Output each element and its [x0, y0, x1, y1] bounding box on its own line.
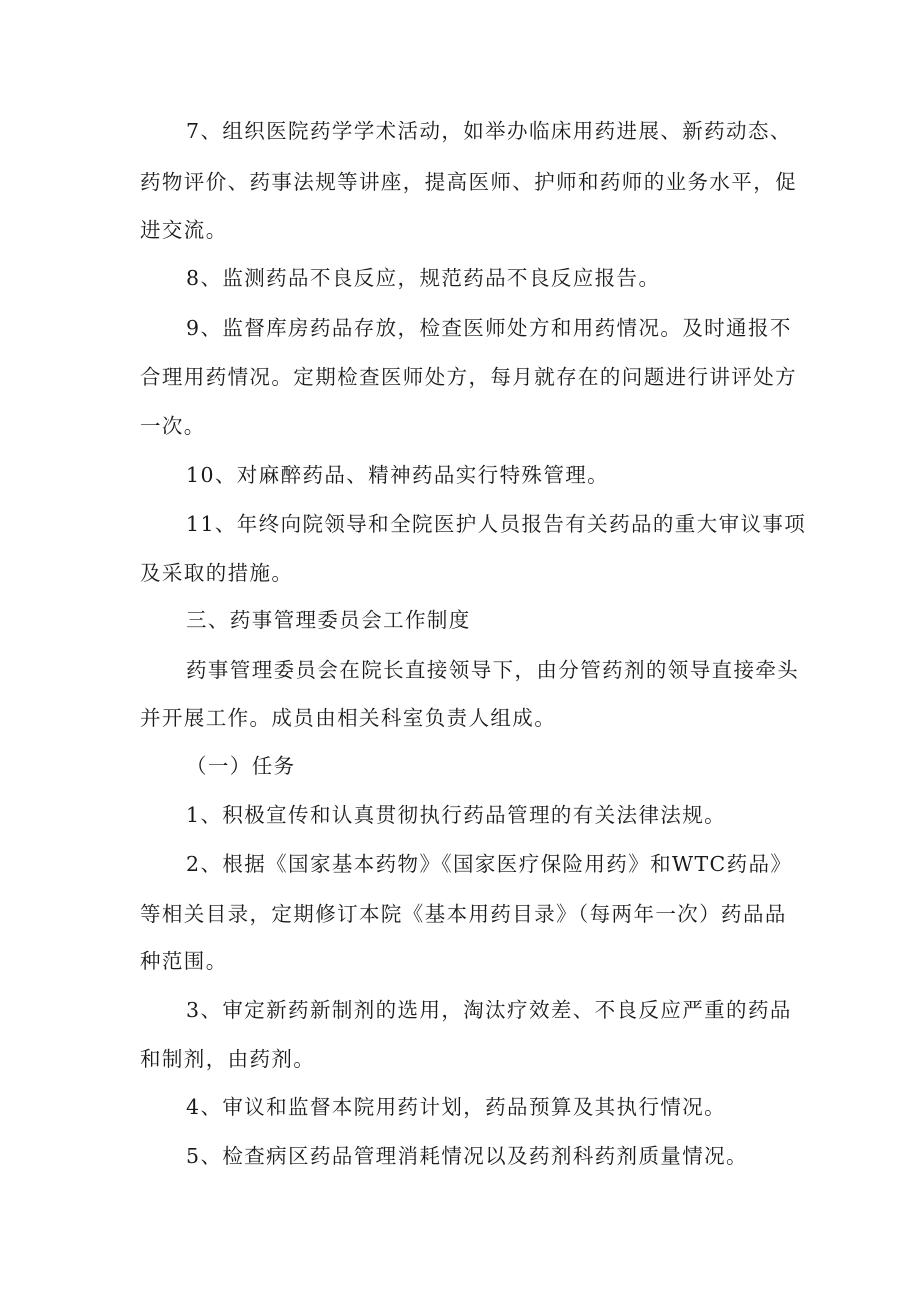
committee-intro-line-1: 药事管理委员会在院长直接领导下，由分管药剂的领导直接牵头 [186, 658, 800, 682]
item-7-line-1: 7、组织医院药学学术活动，如举办临床用药进展、新药动态、 [186, 119, 792, 143]
task-2-line-3: 种范围。 [140, 949, 228, 973]
task-2-line-1: 2、根据《国家基本药物》《国家医疗保险用药》和WTC药品》 [186, 852, 793, 876]
task-3-line-2: 和制剂，由药剂。 [140, 1047, 316, 1071]
task-1: 1、积极宣传和认真贯彻执行药品管理的有关法律法规。 [186, 803, 727, 827]
item-11-line-1: 11、年终向院领导和全院医护人员报告有关药品的重大审议事项 [186, 512, 807, 536]
task-3-line-1: 3、审定新药新制剂的选用，淘汰疗效差、不良反应严重的药品 [186, 998, 792, 1022]
item-7-line-2: 药物评价、药事法规等讲座，提高医师、护师和药师的业务水平，促 [140, 170, 797, 194]
item-9-line-3: 一次。 [140, 414, 206, 438]
subheading-tasks: （一）任务 [186, 754, 296, 778]
task-5: 5、检查病区药品管理消耗情况以及药剂科药剂质量情况。 [186, 1144, 748, 1168]
item-8: 8、监测药品不良反应，规范药品不良反应报告。 [186, 266, 661, 290]
section-heading-3: 三、药事管理委员会工作制度 [186, 608, 471, 632]
item-10: 10、对麻醉药品、精神药品实行特殊管理。 [186, 463, 610, 487]
committee-intro-line-2: 并开展工作。成员由相关科室负责人组成。 [140, 706, 557, 730]
item-11-line-2: 及采取的措施。 [140, 561, 294, 585]
item-9-line-2: 合理用药情况。定期检查医师处方，每月就存在的问题进行讲评处方 [140, 365, 797, 389]
task-4: 4、审议和监督本院用药计划，药品预算及其执行情况。 [186, 1095, 727, 1119]
item-7-line-3: 进交流。 [140, 218, 228, 242]
item-9-line-1: 9、监督库房药品存放，检查医师处方和用药情况。及时通报不 [186, 316, 792, 340]
task-2-line-2: 等相关目录，定期修订本院《基本用药目录》（每两年一次）药品品 [140, 902, 787, 926]
